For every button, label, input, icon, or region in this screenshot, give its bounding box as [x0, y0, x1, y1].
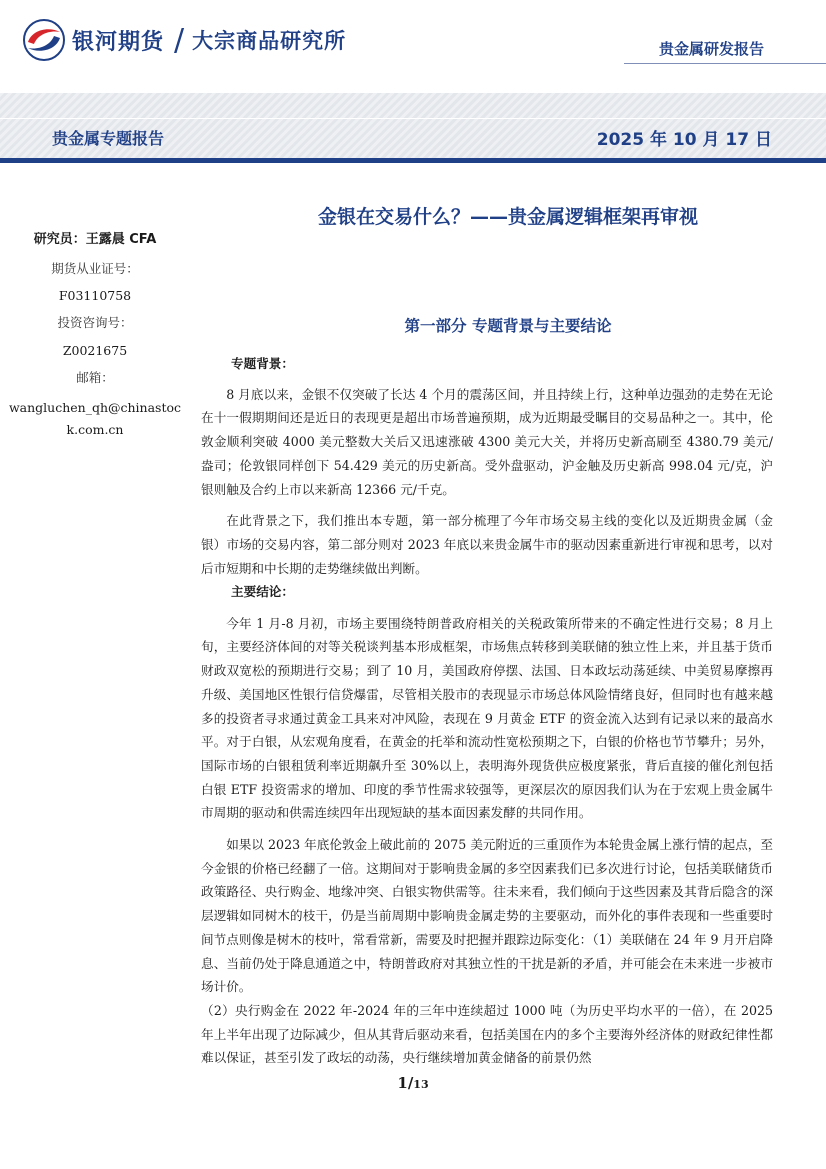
conclusion-paragraph: （2）央行购金在 2022 年-2024 年的三年中连续超过 1000 吨（为历史平均水平的一倍），在 2025 年上半年出现了边际减少，但从其背后驱动来看，包括美国在内的多个主要海外经济体的财政纪律性都难以保证，甚至引发了政坛的动荡，央行继续增加黄金储备的前景仍然 — [201, 1002, 773, 1066]
section-title: 第一部分 专题背景与主要结论 — [404, 317, 612, 335]
background-heading: 专题背景： — [231, 356, 294, 371]
brand-logo — [22, 16, 346, 64]
header-divider — [624, 63, 826, 64]
banner-divider — [0, 118, 826, 119]
report-type-label: 贵金属研发报告 — [658, 40, 764, 58]
license-number: F03110758 — [58, 288, 132, 304]
analyst-name: 研究员：王露晨 CFA — [33, 232, 157, 247]
conclusion-section — [201, 580, 773, 1070]
analyst-email[interactable]: wangluchen_qh@chinastock.com.cn — [8, 400, 182, 438]
banner-underline — [0, 158, 826, 163]
institute-name: 大宗商品研究所 — [192, 29, 347, 53]
brand-name: 银河期货 — [72, 29, 165, 55]
background-paragraph: 8 月底以来，金银不仅突破了长达 4 个月的震荡区间，并且持续上行，这种单边强劲的走势在无论在十一假期期间还是近日的表现更是超出市场普遍预期，成为近期最受瞩目的交易品种之一。其中，伦敦金顺利突破 4000 美元整数大关后又迅速涨破 4300 美元大关，并将历史新高刷至 4380.79 美元/盎司；伦敦银同样创下 54.429 美元的历史新高。受外盘驱动，沪金触及历史新高 998.04 元/克，沪银则触及合约上市以来新高 12366 元/千克。 — [201, 386, 773, 497]
page-current: 1 — [397, 1074, 408, 1092]
conclusion-paragraph: 今年 1 月-8 月初，市场主要围绕特朗普政府相关的关税政策所带来的不确定性进行交易；8 月上旬，主要经济体间的对等关税谈判基本形成框架，市场焦点转移到美联储的独立性上来，并且基于货币财政双宽松的预期进行交易；到了 10 月，美国政府停摆、法国、日本政坛动荡延续、中美贸易摩擦再升级、美国地区性银行信贷爆雷，尽管相关股市的表现显示市场总体风险情绪良好，但同时也有越来越多的投资者寻求通过黄金工具来对冲风险，表现在 9 月黄金 ETF 的资金流入达到有记录以来的最高水平。对于白银，从宏观角度看，在黄金的托举和流动性宽松预期之下，白银的价格也节节攀升；另外，国际市场的白银租赁利率近期飙升至 30%以上，表明海外现货供应极度紧张，背后直接的催化剂包括白银 ETF 投资需求的增加、印度的季节性需求较强等，更深层次的原因我们认为在于宏观上贵金属牛市周期的驱动和供需连续四年出现短缺的基本面因素发酵的共同作用。 — [201, 615, 773, 821]
galaxy-futures-logo-icon — [22, 18, 66, 62]
report-category: 贵金属专题报告 — [52, 129, 165, 148]
report-date: 2025 年 10 月 17 日 — [596, 130, 772, 150]
conclusion-paragraph: 如果以 2023 年底伦敦金上破此前的 2075 美元附近的三重顶作为本轮贵金属上涨行情的起点，至今金银的价格已经翻了一倍。这期间对于影响贵金属的多空因素我们已多次进行讨论，包括美联储货币政策路径、央行购金、地缘冲突、白银实物供需等。往未来看，我们倾向于这些因素及其背后隐含的深层逻辑如同树木的枝干，仍是当前周期中影响贵金属走势的主要驱动，而外化的事件表现和一些重要时间节点则像是树木的枝叶，常看常新，需要及时把握并跟踪边际变化：（1）美联储在 24 年 9 月开启降息、当前仍处于降息通道之中，特朗普政府对其独立性的干扰是新的矛盾，并可能会在未来进一步被市场计价。 — [201, 837, 773, 995]
background-paragraph: 在此背景之下，我们推出本专题，第一部分梳理了今年市场交易主线的变化以及近期贵金属（金银）市场的交易内容，第二部分则对 2023 年底以来贵金属牛市的驱动因素重新进行审视和思考，以对后市短期和中长期的走势继续做出判断。 — [201, 513, 773, 576]
email-label: 邮箱： — [76, 369, 114, 385]
page-number — [0, 1074, 826, 1092]
analyst-sidebar — [0, 232, 190, 441]
conclusion-heading: 主要结论： — [231, 584, 294, 599]
page-separator: / — [407, 1074, 414, 1092]
background-section — [201, 352, 773, 580]
document-title: 金银在交易什么？——贵金属逻辑框架再审视 — [317, 206, 698, 228]
consult-label: 投资咨询号： — [57, 315, 133, 331]
consult-number: Z0021675 — [62, 342, 128, 358]
page-total: 13 — [413, 1078, 429, 1091]
license-label: 期货从业证号： — [51, 260, 139, 276]
brand-separator: / — [174, 22, 185, 58]
